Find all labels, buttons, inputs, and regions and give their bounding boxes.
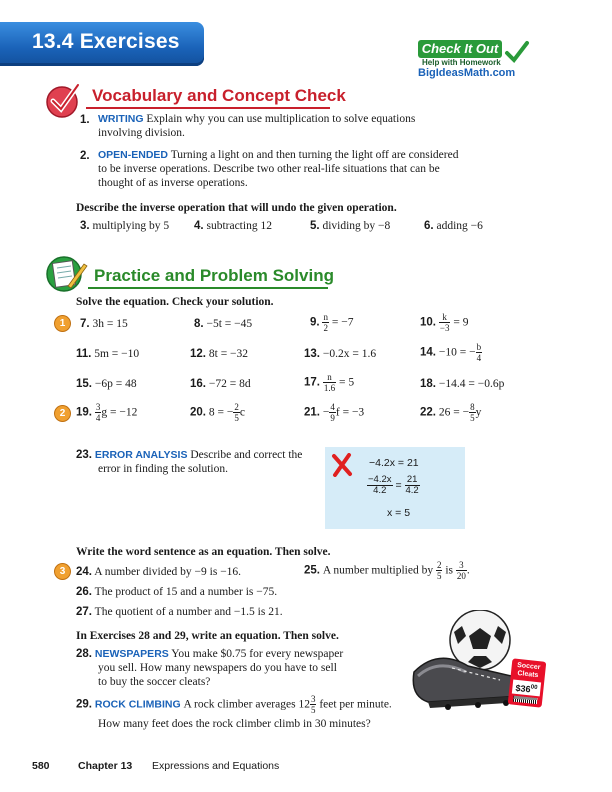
- q1-keyword: WRITING: [98, 113, 144, 125]
- error-analysis-box: [325, 447, 465, 529]
- problem-28: 28. NEWSPAPERS You make $0.75 for every newspaper: [76, 648, 344, 660]
- practice-instruction: Solve the equation. Check your solution.: [76, 296, 274, 308]
- problem-23: 23. ERROR ANALYSIS Describe and correct the: [76, 449, 303, 461]
- practice-heading-rule: [88, 287, 328, 289]
- vocab-heading-rule: [86, 107, 330, 109]
- q1-line-a: Explain why you can use multiplication to solve equations: [146, 113, 416, 125]
- notepad-pencil-icon: [42, 252, 88, 294]
- op-3: 3. multiplying by 5: [80, 220, 170, 232]
- q2-text: [98, 149, 518, 161]
- checkmark-icon: [504, 40, 530, 66]
- vocab-instruction: Describe the inverse operation that will undo the given operation.: [76, 202, 397, 214]
- error-line-2: $\frac{-4.2x}{4.2}$ = $\frac{21}{4.2}$: [368, 474, 419, 496]
- q2-line-a: Turning a light on and then turning the light off are considered: [170, 149, 459, 161]
- problem-23-keyword: ERROR ANALYSIS: [94, 449, 188, 461]
- problem-23-line-b: error in finding the solution.: [98, 463, 228, 475]
- problem-28-line-b: you sell. How many newspapers do you have to sell: [98, 662, 337, 674]
- vocab-heading: Vocabulary and Concept Check: [92, 86, 346, 105]
- q1-line-b: involving division.: [98, 127, 185, 139]
- level-1-circle: 1: [55, 316, 70, 331]
- soccer-cleats-illustration: [408, 610, 548, 720]
- problem-21: 21. − $\frac{4}{9}$ f = −3: [304, 402, 365, 423]
- level-2-circle: 2: [55, 406, 70, 421]
- problem-12: 12. 8t = −32: [190, 348, 249, 360]
- problem-15: 15. −6p = 48: [76, 378, 137, 390]
- problem-11: 11. 5m = −10: [76, 348, 140, 360]
- footer-title: Expressions and Equations: [152, 760, 280, 772]
- exercises-instruction: In Exercises 28 and 29, write an equation. Then solve.: [76, 630, 339, 642]
- section-banner: [0, 22, 204, 66]
- problem-24: 24. A number divided by −9 is −16.: [76, 566, 242, 578]
- problem-29-line-c: How many feet does the rock climber climb in 30 minutes?: [98, 718, 371, 730]
- section-title: 13.4 Exercises: [32, 30, 180, 53]
- problem-9: 9. $\frac{n}{2}$ = −7: [310, 312, 354, 333]
- problem-25: 25. A number multiplied by $\frac{2}{5}$ is $\frac{3}{20}$ .: [304, 560, 470, 581]
- problem-19: 19. $\frac{3}{4}$ g = −12: [76, 402, 138, 423]
- problem-26: 26. The product of 15 and a number is −75.: [76, 586, 278, 598]
- problem-13: 13. −0.2x = 1.6: [304, 348, 377, 360]
- q1-text: [98, 113, 498, 125]
- problem-17: 17. $\frac{n}{1.6}$ = 5: [304, 372, 355, 393]
- error-line-3: x = 5: [387, 507, 411, 519]
- problem-29: 29. ROCK CLIMBING A rock climber averages 12 $\frac{3}{5}$ feet per minute.: [76, 694, 392, 715]
- problem-20: 20. 8 = − $\frac{2}{5}$ c: [190, 402, 245, 423]
- problem-7: 7. 3h = 15: [80, 318, 128, 330]
- page-number: 580: [32, 760, 50, 772]
- problem-29-keyword: ROCK CLIMBING: [94, 698, 181, 711]
- problem-16: 16. −72 = 8d: [190, 378, 251, 390]
- checkmark-circle-icon: [44, 80, 84, 120]
- badge-subtitle: Help with Homework: [422, 58, 501, 67]
- op-4: 4. subtracting 12: [194, 220, 272, 232]
- q2-number: 2.: [80, 150, 90, 162]
- problem-28-line-c: to buy the soccer cleats?: [98, 676, 211, 688]
- problem-27: 27. The quotient of a number and −1.5 is 21.: [76, 606, 283, 618]
- q2-line-c: thought of as inverse operations.: [98, 177, 248, 189]
- q1-number: 1.: [80, 114, 90, 126]
- problem-10: 10. $\frac{k}{-3}$ = 9: [420, 312, 469, 333]
- badge-title: Check It Out: [418, 40, 502, 58]
- q2-keyword: OPEN-ENDED: [98, 149, 169, 161]
- footer-chapter: Chapter 13: [78, 760, 133, 772]
- error-x-icon: [331, 453, 353, 477]
- problem-18: 18. −14.4 = −0.6p: [420, 378, 505, 390]
- practice-heading: Practice and Problem Solving: [94, 266, 334, 285]
- problem-14: 14. −10 = − $\frac{b}{4}$: [420, 342, 482, 363]
- price-tag-icon: Soccer Cleats $\$36^{00}$: [508, 658, 547, 707]
- check-it-out-badge[interactable]: [414, 40, 530, 84]
- problem-22: 22. 26 = − $\frac{8}{5}$ y: [420, 402, 482, 423]
- q2-line-b: to be inverse operations. Describe two other real-life situations that can be: [98, 163, 440, 175]
- level-3-circle: 3: [55, 564, 70, 579]
- problem-8: 8. −5t = −45: [194, 318, 253, 330]
- problem-28-keyword: NEWSPAPERS: [94, 648, 169, 660]
- badge-url[interactable]: BigIdeasMath.com: [418, 67, 516, 79]
- op-5: 5. dividing by −8: [310, 220, 391, 232]
- word-instruction: Write the word sentence as an equation. Then solve.: [76, 546, 331, 558]
- error-line-1: −4.2x = 21: [369, 457, 419, 469]
- op-6: 6. adding −6: [424, 220, 483, 232]
